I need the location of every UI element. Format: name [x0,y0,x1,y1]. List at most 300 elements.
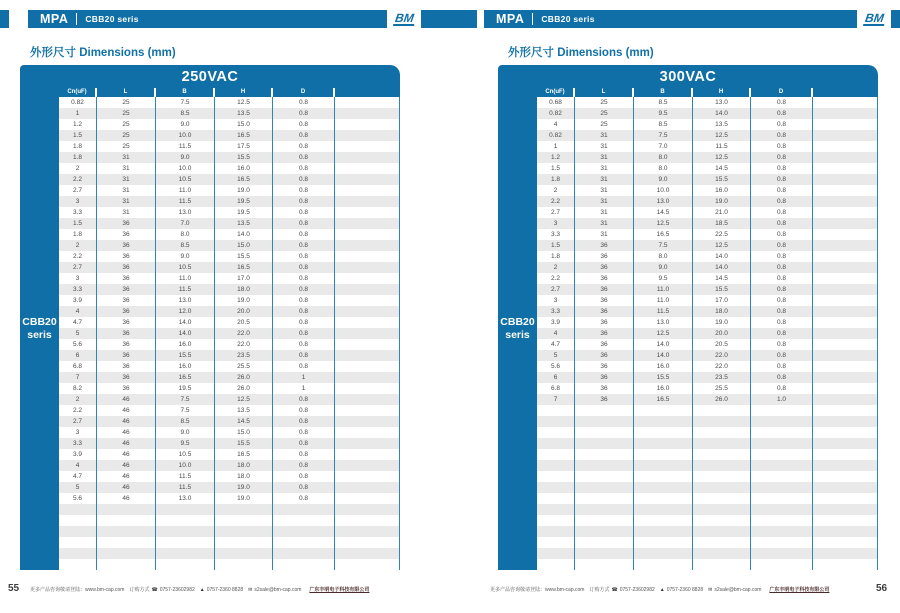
table-cell [813,295,878,306]
table-row [59,317,400,328]
table-cell [575,460,634,471]
footer-email [708,587,761,593]
table-row [59,361,400,372]
table-row [59,306,400,317]
table-cell: 0.8 [273,284,335,295]
table-row [59,196,400,207]
table-cell [335,427,400,438]
table-cell [215,537,273,548]
table-cell: 23.5 [693,372,751,383]
table-cell [693,438,751,449]
column-header: B [634,88,693,97]
table-cell: 14.0 [693,108,751,119]
table-cell: 0.8 [751,328,813,339]
table-cell: 0.8 [273,328,335,339]
table-cell: 0.8 [273,152,335,163]
table-cell [335,97,400,108]
table-cell [335,548,400,559]
table-cell [751,405,813,416]
table-cell [634,416,693,427]
table-cell: 31 [97,185,156,196]
table-row [537,449,878,460]
table-cell: 9.5 [156,438,215,449]
table-cell: 17.5 [215,141,273,152]
table-cell [575,405,634,416]
column-header: H [693,88,751,97]
table-cell [335,284,400,295]
table-cell [335,108,400,119]
table-cell [634,482,693,493]
table-row [537,438,878,449]
table-cell: 0.8 [751,174,813,185]
table-cell: 0.8 [273,438,335,449]
table-cell [335,504,400,515]
table-row [59,229,400,240]
table-cell: 14.5 [693,273,751,284]
table-cell: 14.0 [634,350,693,361]
table-cell: 31 [97,174,156,185]
table-cell: 14.0 [693,262,751,273]
order-label: 订购方式 [129,587,150,593]
table-cell: 7.5 [634,130,693,141]
table-cell [693,493,751,504]
table-row [537,328,878,339]
table-cell: 22.0 [215,339,273,350]
sidebar-line2: seris [27,329,52,341]
table-cell: 0.8 [273,471,335,482]
table-cell: 0.8 [751,229,813,240]
table-cell [813,515,878,526]
sidebar-line1: CBB20 [22,315,57,328]
table-row [537,229,878,240]
table-cell: 46 [97,482,156,493]
table-cell: 0.8 [751,152,813,163]
table-cell [751,471,813,482]
table-cell: 1.5 [537,163,575,174]
table-cell: 0.8 [751,185,813,196]
table-cell: 31 [575,185,634,196]
table-cell: 0.8 [273,416,335,427]
table-cell: 18.0 [215,284,273,295]
table-cell: 0.8 [751,97,813,108]
table-cell: 18.0 [215,471,273,482]
table-cell: 1.2 [59,119,97,130]
table-cell: 9.0 [634,262,693,273]
table-cell [813,526,878,537]
table-cell [751,438,813,449]
table-cell: 4.7 [59,471,97,482]
table-row [537,537,878,548]
table-cell: 0.8 [273,339,335,350]
table-cell [813,405,878,416]
table-row [537,350,878,361]
table-cell [59,515,97,526]
table-cell: 22.0 [693,361,751,372]
brand-label: MPA [496,12,525,26]
table-cell: 14.0 [156,317,215,328]
table-cell: 46 [97,471,156,482]
table-cell: 36 [97,339,156,350]
table-cell: 36 [97,372,156,383]
table-row [59,460,400,471]
table-cell: 12.5 [634,218,693,229]
table-cell: 4.7 [59,317,97,328]
table-cell [575,537,634,548]
table-cell: 0.8 [751,207,813,218]
table-cell: 19.0 [693,317,751,328]
table-cell: 36 [97,295,156,306]
table-cell [335,361,400,372]
table-cell: 11.5 [156,482,215,493]
table-cell [156,515,215,526]
table-cell [693,416,751,427]
table-cell: 36 [97,273,156,284]
table-cell [813,152,878,163]
table-cell: 31 [575,174,634,185]
table-cell [335,394,400,405]
table-cell: 19.0 [215,295,273,306]
table-cell: 0.8 [273,251,335,262]
table-cell: 26.0 [215,372,273,383]
table-cell: 11.5 [156,284,215,295]
table-cell [634,493,693,504]
table-cell [813,273,878,284]
table-cell: 31 [575,196,634,207]
section-title: 外形尺寸 Dimensions (mm) [30,47,176,59]
footer-info [30,586,369,593]
table-cell [537,427,575,438]
table-cell [813,438,878,449]
table-cell: 0.8 [273,163,335,174]
table-cell: 31 [575,207,634,218]
table-cell [537,471,575,482]
table-row [537,273,878,284]
table-cell [537,493,575,504]
table-cell: 0.8 [751,372,813,383]
table-cell [634,427,693,438]
table-title-band [20,65,400,88]
table-cell: 13.5 [215,108,273,119]
column-header: D [751,88,813,97]
table-row [59,207,400,218]
table-row [59,339,400,350]
table-cell [813,196,878,207]
table-row [537,251,878,262]
column-header [813,88,878,97]
table-cell [537,482,575,493]
table-cell [813,163,878,174]
company-name: 广东丰明电子科技有限公司 [769,587,830,593]
table-cell: 7.5 [156,405,215,416]
table-cell: 36 [97,306,156,317]
table-cell: 16.5 [215,174,273,185]
table-row [537,240,878,251]
table-cell: 25 [575,108,634,119]
table-cell: 10.0 [156,460,215,471]
table-row [59,559,400,570]
table-row [537,383,878,394]
table-cell [215,559,273,570]
table-row [59,328,400,339]
table-cell [335,196,400,207]
series-label: CBB20 seris [85,14,139,24]
table-row [59,108,400,119]
table-cell [273,515,335,526]
table-cell: 3.9 [59,449,97,460]
table-cell: 46 [97,416,156,427]
table-cell: 36 [575,306,634,317]
table-cell: 11.5 [156,141,215,152]
table-cell: 20.0 [215,306,273,317]
table-cell: 1 [273,383,335,394]
table-cell: 15.5 [693,284,751,295]
table-cell: 18.5 [693,218,751,229]
table-cell [693,482,751,493]
table-cell: 10.0 [156,130,215,141]
table-cell: 12.5 [215,97,273,108]
table-cell: 26.0 [215,383,273,394]
table-cell [813,251,878,262]
table-cell: 31 [575,229,634,240]
table-cell [693,460,751,471]
table-cell: 46 [97,427,156,438]
table-cell: 12.5 [693,240,751,251]
table-cell: 14.0 [156,328,215,339]
page-number: 55 [8,583,20,594]
fax-number: 0757-2360 8828 [206,586,244,593]
series-label: CBB20 seris [541,14,595,24]
table-cell: 22.5 [693,229,751,240]
table-cell [634,438,693,449]
table-cell [335,438,400,449]
table-cell: 22.0 [215,328,273,339]
table-row [537,471,878,482]
table-cell [813,350,878,361]
column-header: H [215,88,273,97]
table-cell: 1.0 [751,394,813,405]
table-cell: 20.5 [215,317,273,328]
table-cell [273,526,335,537]
table-row [59,493,400,504]
table-cell: 16.0 [215,163,273,174]
table-cell: 7.5 [156,97,215,108]
table-cell [751,548,813,559]
section-title: 外形尺寸 Dimensions (mm) [508,47,654,59]
table-cell: 14.0 [634,339,693,350]
table-cell: 1.8 [59,229,97,240]
table-cell: 15.0 [215,119,273,130]
table-cell: 6.8 [537,383,575,394]
table-cell [156,526,215,537]
table-cell: 36 [575,295,634,306]
table-cell [751,416,813,427]
table-cell [335,350,400,361]
table-cell: 0.8 [273,427,335,438]
table-cell [575,449,634,460]
table-cell: 8.0 [156,229,215,240]
table-row [59,515,400,526]
table-cell [813,262,878,273]
table-cell: 3.9 [537,317,575,328]
table-cell: 31 [575,141,634,152]
table-cell [273,537,335,548]
table-cell: 10.0 [634,185,693,196]
table-cell: 1.2 [537,152,575,163]
table-cell [59,504,97,515]
table-cell [335,174,400,185]
table-header-row [537,88,878,97]
table-cell [575,526,634,537]
table-cell: 12.5 [693,130,751,141]
table-cell: 0.8 [751,284,813,295]
table-cell: 9.5 [634,273,693,284]
table-cell [537,449,575,460]
table-row [537,119,878,130]
table-cell [575,427,634,438]
table-cell [813,559,878,570]
table-cell [273,548,335,559]
table-row [59,482,400,493]
sidebar-line1: CBB20 [500,315,535,328]
table-cell: 2.2 [59,174,97,185]
table-cell [335,207,400,218]
table-cell: 36 [575,350,634,361]
table-cell [813,339,878,350]
table-cell [575,438,634,449]
table-cell: 6.8 [59,361,97,372]
table-cell: 16.0 [156,339,215,350]
table-cell [537,405,575,416]
table-cell [751,427,813,438]
dimensions-table [537,97,878,570]
table-cell: 0.82 [59,97,97,108]
table-row [537,482,878,493]
table-cell: 8.0 [634,163,693,174]
table-cell: 36 [97,350,156,361]
table-cell [335,328,400,339]
series-sidebar [498,88,537,570]
table-cell: 5 [537,350,575,361]
table-cell: 5.6 [59,339,97,350]
table-cell: 13.0 [156,207,215,218]
page-right [478,0,900,613]
table-cell: 3 [59,196,97,207]
table-cell: 7.0 [634,141,693,152]
table-cell [335,262,400,273]
table-row [59,130,400,141]
table-cell [693,548,751,559]
table-cell: 11.0 [634,295,693,306]
table-cell [813,416,878,427]
table-cell [97,537,156,548]
table-cell: 0.8 [751,262,813,273]
table-cell: 25.5 [693,383,751,394]
table-cell [693,537,751,548]
table-row [59,438,400,449]
table-row [537,317,878,328]
table-row [59,262,400,273]
fax-icon: ▲ [199,586,205,593]
table-cell [335,295,400,306]
table-row [537,427,878,438]
table-cell [335,405,400,416]
table-cell: 2 [537,185,575,196]
table-cell: 36 [97,383,156,394]
sidebar-line2: seris [505,329,530,341]
table-row [537,295,878,306]
table-cell [97,548,156,559]
table-row [537,526,878,537]
table-cell: 46 [97,449,156,460]
table-cell: 16.0 [634,361,693,372]
bm-logo-text: BM [393,11,415,25]
table-cell: 36 [575,383,634,394]
table-row [59,427,400,438]
table-cell [273,559,335,570]
phone-number: 0757-23602982 [159,586,195,593]
table-row [537,361,878,372]
table-cell [59,559,97,570]
table-cell [634,449,693,460]
table-row [59,449,400,460]
table-row [59,174,400,185]
table-cell: 0.8 [273,295,335,306]
table-cell: 11.0 [156,185,215,196]
table-cell: 0.8 [273,350,335,361]
table-cell [813,449,878,460]
table-cell: 0.8 [273,306,335,317]
phone-icon: ☎ [611,586,618,593]
table-cell: 46 [97,394,156,405]
table-cell [813,328,878,339]
table-cell: 25 [97,119,156,130]
table-row [537,97,878,108]
table-cell [751,493,813,504]
table-cell: 0.8 [751,339,813,350]
table-cell: 2 [59,240,97,251]
column-header: B [156,88,215,97]
table-cell: 36 [97,361,156,372]
table-cell: 0.8 [751,119,813,130]
table-cell: 0.8 [273,262,335,273]
table-cell: 1 [273,372,335,383]
table-cell: 31 [97,163,156,174]
table-cell [215,504,273,515]
table-cell [335,416,400,427]
table-cell: 9.0 [156,152,215,163]
table-cell [537,526,575,537]
table-cell [751,504,813,515]
table-cell: 2.2 [59,405,97,416]
table-cell: 0.8 [751,108,813,119]
table-row [537,372,878,383]
table-cell: 0.8 [751,383,813,394]
table-cell [335,460,400,471]
table-cell: 0.8 [273,449,335,460]
table-cell: 5 [59,328,97,339]
table-cell [634,460,693,471]
table-cell: 18.0 [215,460,273,471]
table-cell: 36 [97,229,156,240]
table-cell [693,559,751,570]
table-cell: 3 [59,273,97,284]
table-cell: 0.8 [751,350,813,361]
table-cell: 1.8 [59,152,97,163]
footer-email [248,587,301,593]
table-cell: 16.5 [156,372,215,383]
table-cell: 36 [97,251,156,262]
email-icon: ✉ [248,586,253,593]
